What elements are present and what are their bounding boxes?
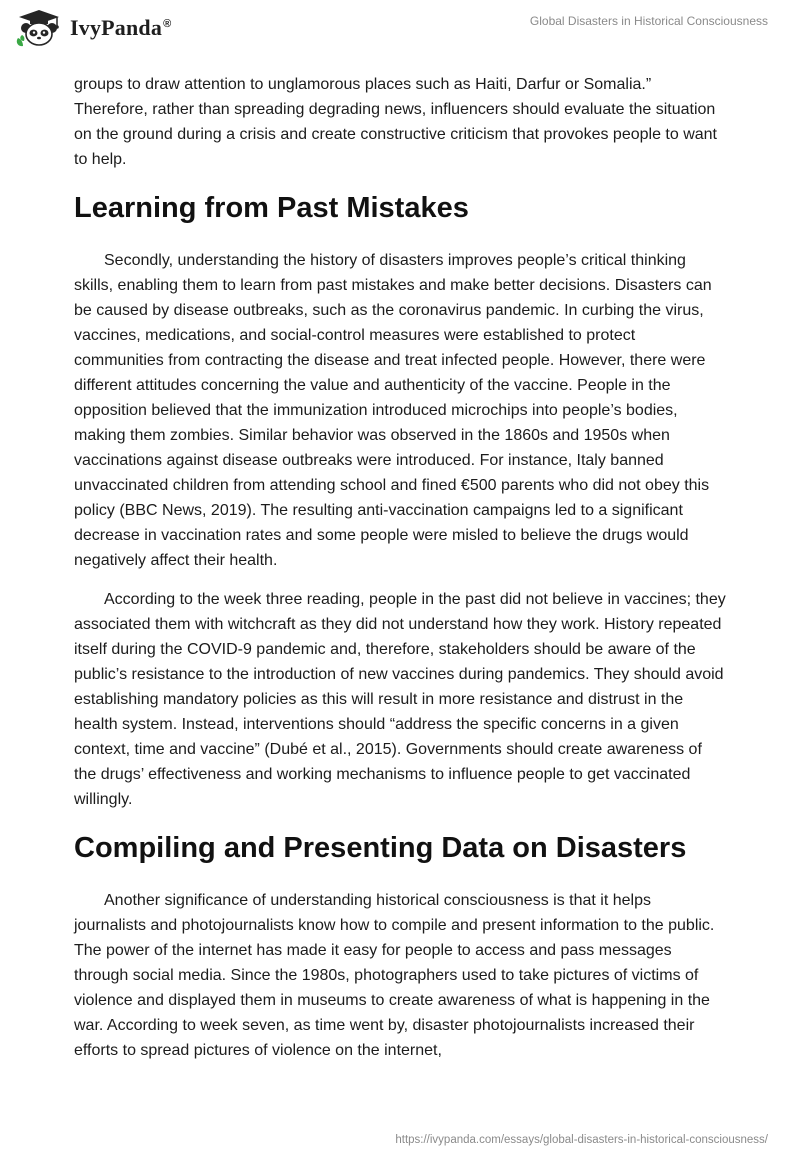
section-heading-compiling: Compiling and Presenting Data on Disasters [74,832,687,864]
essay-body [74,72,726,1063]
source-url-link[interactable]: https://ivypanda.com/essays/global-disasters-in-historical-consciousness/ [395,1134,768,1146]
page-header [0,0,800,60]
panda-graduation-cap-icon [14,8,64,48]
intro-paragraph: groups to draw attention to unglamorous places such as Haiti, Darfur or Somalia.” Therefore, rather than spreading degrading news, influencers should evaluate the situation on the ground during a crisis and create constructive criticism that provokes people to want to help. [74,76,717,168]
paragraph: Another significance of understanding historical consciousness is that it helps journalists and photojournalists know how to compile and present information to the public. The power of the internet has made it easy for people to access and pass messages through social media. Since the 1980s, photographers used to take pictures of victims of violence and displayed them in museums to create awareness of what is happening in the war. According to week seven, as time went by, disaster photojournalists increased their efforts to spread pictures of violence on the internet, [74,892,715,1059]
brand-name: IvyPanda® [70,15,172,40]
paragraph: According to the week three reading, people in the past did not believe in vaccines; they associated them with witchcraft as they did not understand how they work. History repeated itself during the COVID-9 pandemic and, therefore, stakeholders should be aware of the public’s resistance to the introduction of new vaccines during pandemics. They should avoid establishing mandatory policies as this will result in more resistance and distrust in the health system. Instead, interventions should “address the specific concerns in a given context, time and vaccine” (Dubé et al., 2015). Governments should create awareness of the drugs’ effectiveness and working mechanisms to influence people to get vaccinated willingly. [74,591,726,808]
paragraph: Secondly, understanding the history of disasters improves people’s critical thinking skills, enabling them to learn from past mistakes and make better decisions. Disasters can be caused by disease outbreaks, such as the coronavirus pandemic. In curbing the virus, vaccines, medications, and social-control measures were established to protect communities from contracting the disease and treat infected people. However, there were different attitudes concerning the value and authenticity of the vaccine. People in the opposition believed that the immunization introduced microchips into people’s bodies, making them zombies. Similar behavior was observed in the 1860s and 1950s when vaccinations against disease outbreaks were introduced. For instance, Italy banned unvaccinated children from attending school and fined €500 parents who did not obey this policy (BBC News, 2019). The resulting anti-vaccination campaigns led to a significant decrease in vaccination rates and some people were misled to believe the drugs would negatively affect their health. [74,252,712,569]
registered-mark: ® [163,17,172,30]
document-title: Global Disasters in Historical Consciousness [529,14,768,28]
ivypanda-logo[interactable] [14,8,171,48]
section-heading-learning: Learning from Past Mistakes [74,192,469,224]
